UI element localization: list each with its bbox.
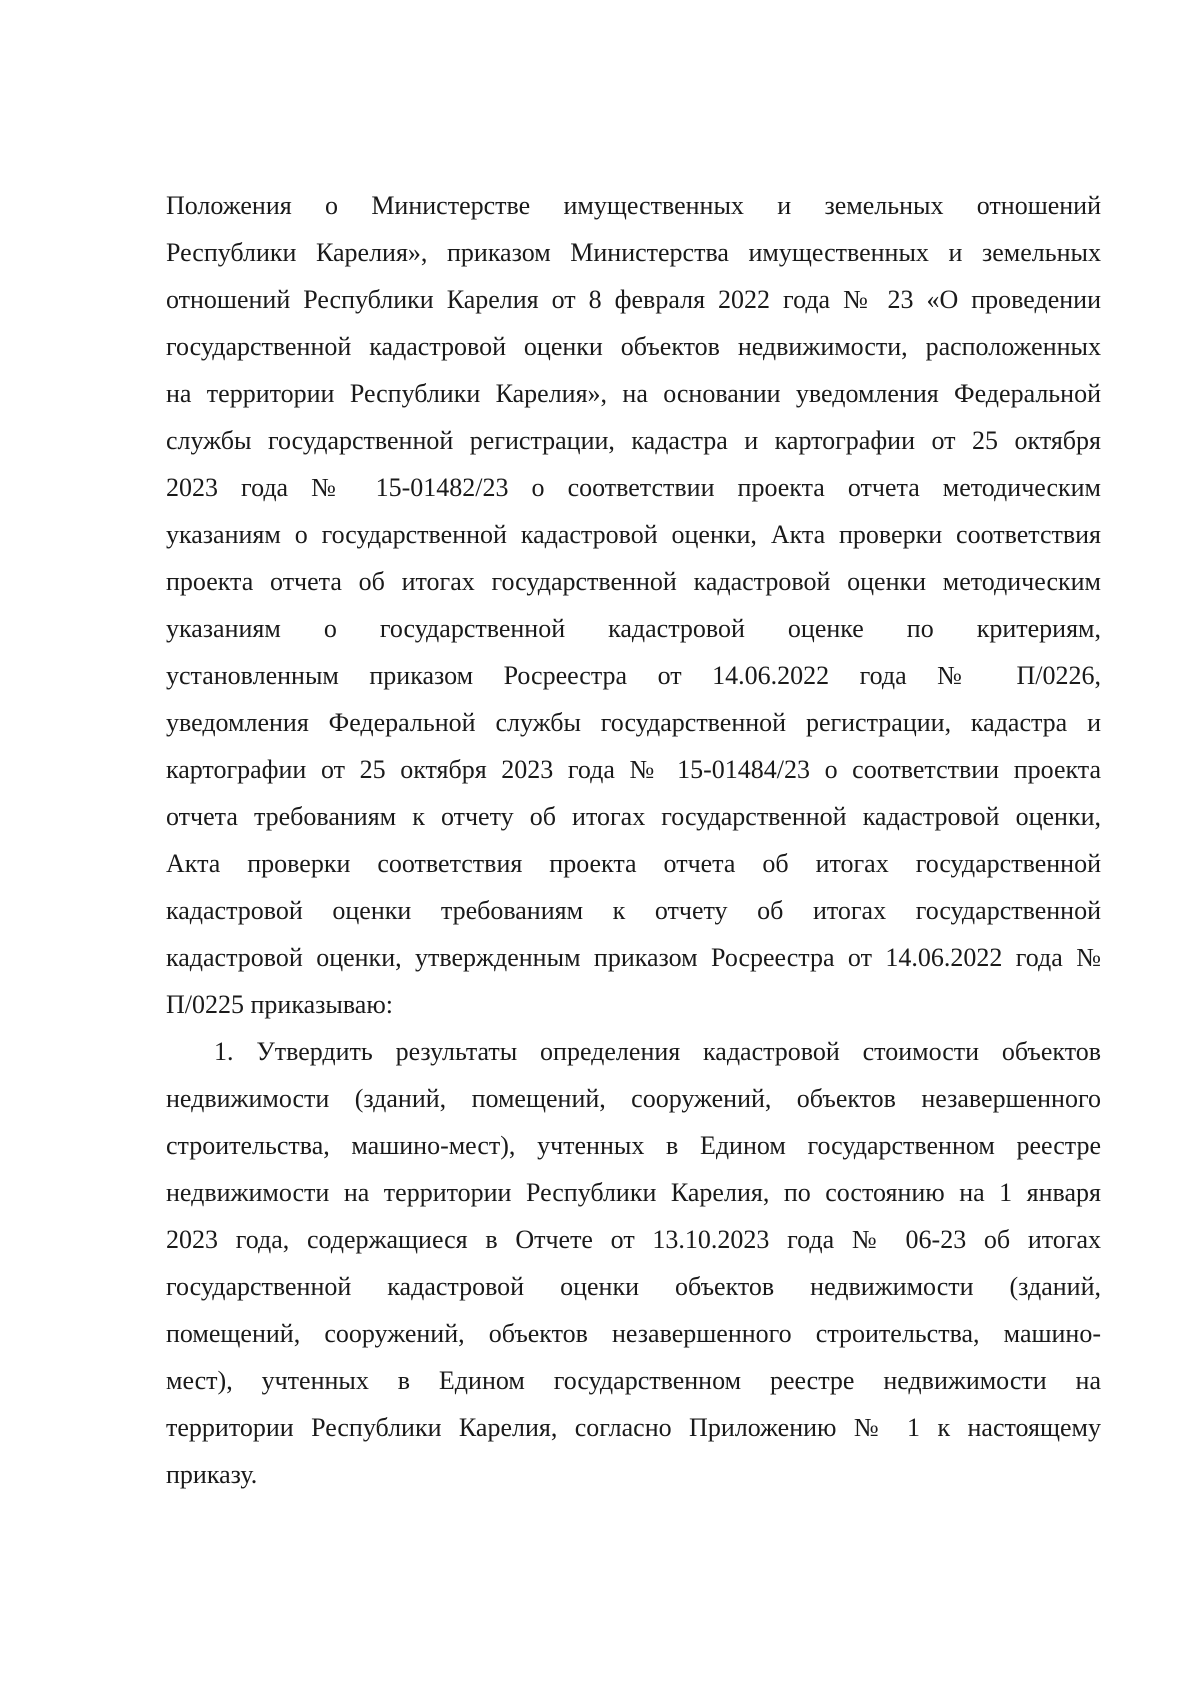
text-line: 1. Утвердить результаты определения кадастровой стоимости объектов bbox=[214, 1037, 1101, 1066]
text-line: 2023 года, содержащиеся в Отчете от 13.10.2023 года № 06-23 об итогах bbox=[166, 1225, 1101, 1254]
text-line: отношений Республики Карелия от 8 февраля 2022 года № 23 «О проведении bbox=[166, 285, 1101, 314]
text-line: государственной кадастровой оценки объектов недвижимости, расположенных bbox=[166, 332, 1101, 361]
paragraph-clause-1 bbox=[166, 1028, 1101, 1498]
text-line: кадастровой оценки, утвержденным приказом Росреестра от 14.06.2022 года № bbox=[166, 943, 1101, 972]
text-line: недвижимости (зданий, помещений, сооружений, объектов незавершенного bbox=[166, 1084, 1101, 1113]
text-line: указаниям о государственной кадастровой оценке по критериям, bbox=[166, 614, 1101, 643]
text-line: недвижимости на территории Республики Карелия, по состоянию на 1 января bbox=[166, 1178, 1101, 1207]
text-line: государственной кадастровой оценки объектов недвижимости (зданий, bbox=[166, 1272, 1101, 1301]
text-line: мест), учтенных в Едином государственном реестре недвижимости на bbox=[166, 1366, 1101, 1395]
text-line: установленным приказом Росреестра от 14.06.2022 года № П/0226, bbox=[166, 661, 1101, 690]
text-line: помещений, сооружений, объектов незавершенного строительства, машино- bbox=[166, 1319, 1101, 1348]
text-line: Акта проверки соответствия проекта отчета об итогах государственной bbox=[166, 849, 1101, 878]
text-line: территории Республики Карелия, согласно Приложению № 1 к настоящему bbox=[166, 1413, 1101, 1442]
text-line: Республики Карелия», приказом Министерства имущественных и земельных bbox=[166, 238, 1101, 267]
text-line: 2023 года № 15-01482/23 о соответствии проекта отчета методическим bbox=[166, 473, 1101, 502]
text-line: приказу. bbox=[166, 1460, 258, 1489]
text-line: проекта отчета об итогах государственной кадастровой оценки методическим bbox=[166, 567, 1101, 596]
text-line: строительства, машино-мест), учтенных в Едином государственном реестре bbox=[166, 1131, 1101, 1160]
text-line: указаниям о государственной кадастровой оценки, Акта проверки соответствия bbox=[166, 520, 1101, 549]
text-line: картографии от 25 октября 2023 года № 15-01484/23 о соответствии проекта bbox=[166, 755, 1101, 784]
text-line: службы государственной регистрации, кадастра и картографии от 25 октября bbox=[166, 426, 1101, 455]
text-line: Положения о Министерстве имущественных и земельных отношений bbox=[166, 191, 1101, 220]
text-line: П/0225 приказываю: bbox=[166, 990, 393, 1019]
paragraph-preamble bbox=[166, 182, 1101, 1028]
document-body bbox=[166, 182, 1101, 1498]
text-line: отчета требованиям к отчету об итогах государственной кадастровой оценки, bbox=[166, 802, 1101, 831]
text-line: на территории Республики Карелия», на основании уведомления Федеральной bbox=[166, 379, 1101, 408]
text-line: уведомления Федеральной службы государственной регистрации, кадастра и bbox=[166, 708, 1101, 737]
text-line: кадастровой оценки требованиям к отчету об итогах государственной bbox=[166, 896, 1101, 925]
